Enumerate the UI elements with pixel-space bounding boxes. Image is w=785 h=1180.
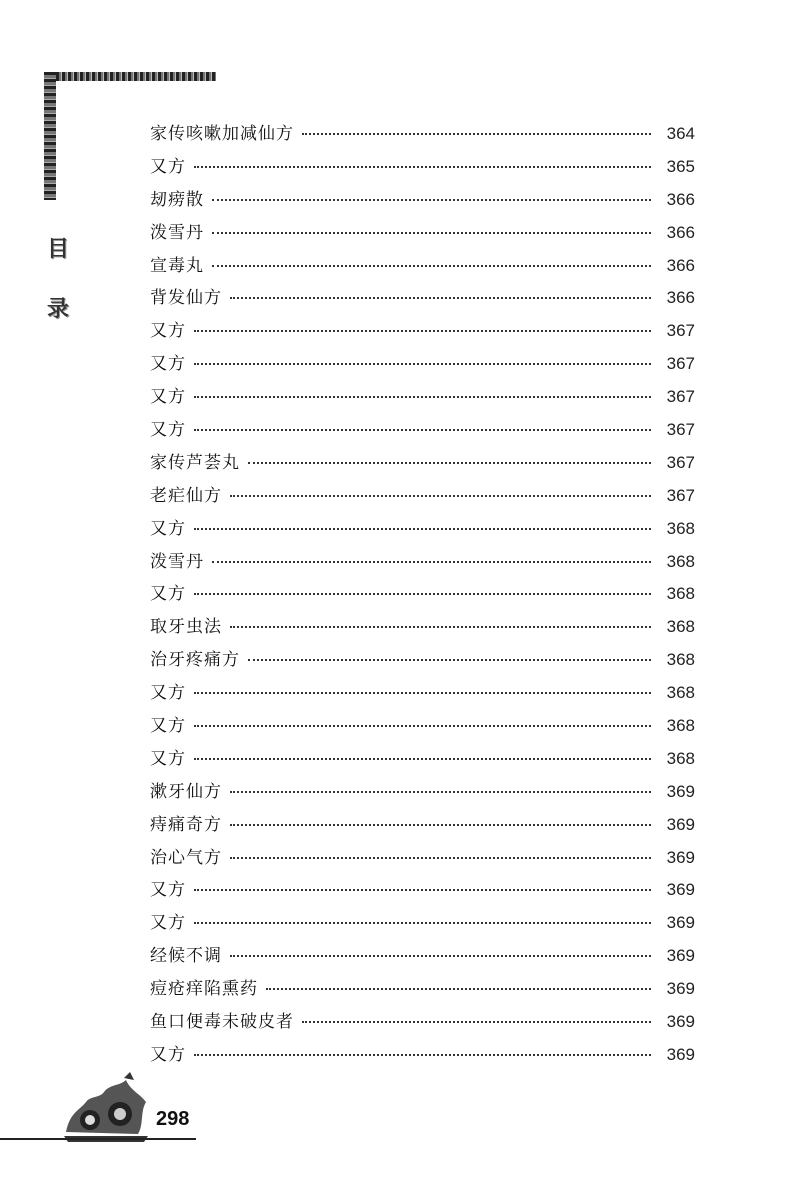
toc-leader-dots: [230, 296, 651, 299]
toc-entry-title: 治心气方: [150, 847, 222, 868]
toc-entry-title: 又方: [150, 880, 186, 901]
toc-entry-title: 又方: [150, 748, 186, 769]
table-of-contents: [150, 118, 695, 1072]
toc-leader-dots: [194, 757, 651, 760]
toc-leader-dots: [266, 987, 651, 990]
toc-entry: [150, 348, 695, 381]
toc-entry-title: 又方: [150, 1044, 186, 1065]
toc-entry: [150, 973, 695, 1006]
toc-entry-title: 又方: [150, 321, 186, 342]
toc-entry: [150, 611, 695, 644]
toc-entry-page: 368: [666, 716, 695, 736]
toc-entry-title: 又方: [150, 913, 186, 934]
toc-entry: [150, 710, 695, 743]
toc-entry-page: 367: [666, 354, 695, 374]
page-number: 298: [156, 1108, 190, 1130]
toc-entry-page: 367: [666, 321, 695, 341]
toc-entry: [150, 217, 695, 250]
toc-leader-dots: [194, 362, 651, 365]
toc-entry: [150, 1006, 695, 1039]
toc-entry-title: 又方: [150, 387, 186, 408]
toc-entry-page: 366: [666, 222, 695, 242]
toc-entry-page: 366: [666, 255, 695, 275]
toc-entry: [150, 250, 695, 283]
side-title-char-2: 录: [46, 296, 69, 322]
toc-entry-title: 鱼口便毒未破皮者: [150, 1012, 294, 1033]
toc-entry-page: 365: [666, 156, 695, 176]
toc-entry: [150, 874, 695, 907]
toc-entry: [150, 151, 695, 184]
toc-leader-dots: [194, 691, 651, 694]
side-title-char-1: 目: [46, 236, 69, 262]
toc-entry: [150, 677, 695, 710]
toc-leader-dots: [212, 264, 651, 267]
toc-leader-dots: [212, 560, 651, 563]
toc-entry-page: 367: [666, 387, 695, 407]
toc-entry-title: 刼痨散: [150, 189, 204, 210]
toc-leader-dots: [194, 428, 651, 431]
toc-leader-dots: [194, 329, 651, 332]
toc-leader-dots: [194, 527, 651, 530]
toc-leader-dots: [248, 461, 651, 464]
toc-leader-dots: [194, 592, 651, 595]
toc-entry: [150, 513, 695, 546]
toc-entry-page: 369: [666, 1012, 695, 1032]
toc-entry: [150, 1039, 695, 1072]
toc-entry: [150, 940, 695, 973]
toc-entry: [150, 480, 695, 513]
toc-leader-dots: [230, 856, 651, 859]
toc-entry-title: 宣毒丸: [150, 255, 204, 276]
toc-entry-page: 367: [666, 485, 695, 505]
toc-entry-page: 367: [666, 420, 695, 440]
toc-leader-dots: [194, 1053, 651, 1056]
corner-border-left: [44, 72, 56, 200]
toc-leader-dots: [302, 1020, 651, 1023]
toc-entry: [150, 842, 695, 875]
decorative-ornament-icon: [60, 1072, 152, 1144]
toc-entry-title: 又方: [150, 716, 186, 737]
toc-entry: [150, 809, 695, 842]
toc-entry-page: 369: [666, 1044, 695, 1064]
corner-border-top: [44, 72, 216, 81]
toc-entry-title: 家传咳嗽加减仙方: [150, 124, 294, 144]
toc-leader-dots: [194, 165, 651, 168]
toc-entry-page: 368: [666, 584, 695, 604]
toc-entry-page: 368: [666, 748, 695, 768]
toc-entry: [150, 907, 695, 940]
toc-leader-dots: [230, 625, 651, 628]
toc-entry-title: 又方: [150, 156, 186, 177]
toc-entry-page: 368: [666, 617, 695, 637]
toc-leader-dots: [212, 231, 651, 234]
toc-entry-page: 369: [666, 814, 695, 834]
toc-entry-title: 治牙疼痛方: [150, 650, 240, 671]
toc-entry-title: 又方: [150, 584, 186, 605]
toc-entry-page: 368: [666, 518, 695, 538]
toc-entry-page: 369: [666, 847, 695, 867]
toc-entry: [150, 118, 695, 151]
toc-leader-dots: [248, 658, 651, 661]
toc-entry-page: 366: [666, 189, 695, 209]
toc-leader-dots: [230, 494, 651, 497]
toc-entry: [150, 447, 695, 480]
toc-entry: [150, 282, 695, 315]
toc-entry-title: 又方: [150, 683, 186, 704]
toc-entry-page: 369: [666, 781, 695, 801]
toc-leader-dots: [194, 724, 651, 727]
toc-entry-page: 366: [666, 288, 695, 308]
toc-entry-title: 痘疮痒陷熏药: [150, 979, 258, 1000]
toc-leader-dots: [230, 954, 651, 957]
toc-entry-page: 368: [666, 683, 695, 703]
toc-entry-title: 经候不调: [150, 946, 222, 967]
toc-entry-page: 368: [666, 650, 695, 670]
toc-entry: [150, 644, 695, 677]
toc-leader-dots: [194, 921, 651, 924]
toc-leader-dots: [194, 888, 651, 891]
footer-rule: [0, 1138, 196, 1140]
toc-entry-title: 取牙虫法: [150, 617, 222, 638]
toc-entry-page: 369: [666, 979, 695, 999]
toc-entry: [150, 315, 695, 348]
toc-leader-dots: [212, 198, 651, 201]
toc-entry: [150, 743, 695, 776]
toc-entry-title: 老疟仙方: [150, 485, 222, 506]
toc-leader-dots: [230, 823, 651, 826]
toc-entry: [150, 578, 695, 611]
toc-entry-title: 漱牙仙方: [150, 781, 222, 802]
toc-entry: [150, 381, 695, 414]
toc-leader-dots: [230, 790, 651, 793]
toc-entry-page: 369: [666, 946, 695, 966]
toc-leader-dots: [302, 132, 651, 135]
toc-entry-page: 364: [666, 124, 695, 143]
toc-entry: [150, 414, 695, 447]
toc-entry-page: 369: [666, 880, 695, 900]
toc-entry: [150, 776, 695, 809]
toc-entry-page: 368: [666, 551, 695, 571]
toc-leader-dots: [194, 395, 651, 398]
toc-entry-title: 背发仙方: [150, 288, 222, 309]
toc-entry: [150, 546, 695, 579]
toc-entry-title: 泼雪丹: [150, 551, 204, 572]
toc-entry-title: 又方: [150, 354, 186, 375]
toc-entry-title: 又方: [150, 420, 186, 441]
toc-entry: [150, 184, 695, 217]
toc-entry-title: 又方: [150, 518, 186, 539]
toc-entry-page: 369: [666, 913, 695, 933]
toc-entry-title: 痔痛奇方: [150, 814, 222, 835]
toc-entry-page: 367: [666, 452, 695, 472]
toc-entry-title: 家传芦荟丸: [150, 452, 240, 473]
toc-entry-title: 泼雪丹: [150, 222, 204, 243]
